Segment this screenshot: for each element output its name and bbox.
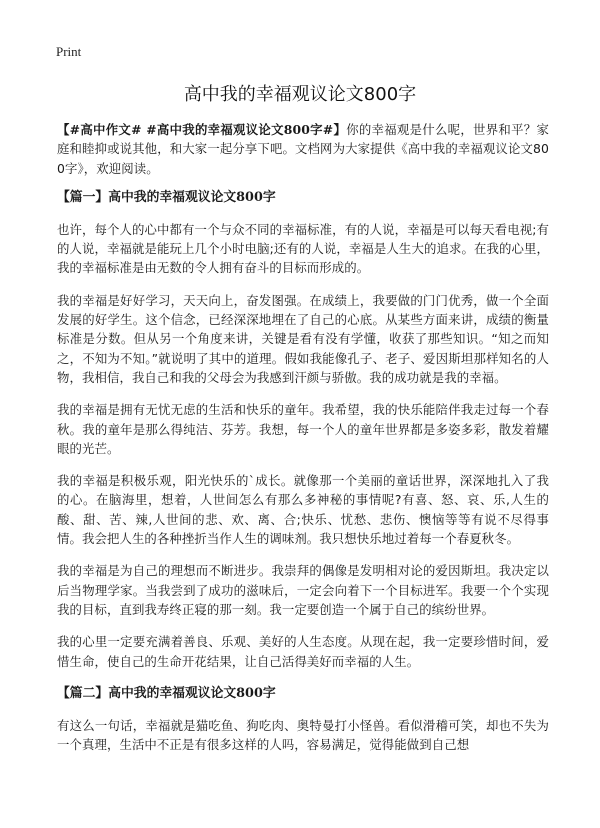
intro-paragraph	[57, 120, 549, 178]
body-paragraph: 我的幸福是拥有无忧无虑的生活和快乐的童年。我希望，我的快乐能陪伴我走过每一个春秋。我的童年是那么得纯洁、芬芳。我想，每一个人的童年世界都是多姿多彩，散发着耀眼的光芒。	[57, 402, 549, 456]
article-title: 高中我的幸福观议论文800字	[183, 84, 417, 105]
intro-tag: 【#高中作文# #高中我的幸福观议论文800字#】	[57, 122, 347, 137]
body-paragraph: 也许，每个人的心中都有一个与众不同的幸福标准，有的人说，幸福是可以每天看电视;有的人说，幸福就是能玩上几个小时电脑;还有的人说，幸福是人生大的追求。在我的心里，我的幸福标准是由无数的令人拥有奋斗的目标而形成的。	[57, 221, 549, 276]
print-link[interactable]: Print	[56, 44, 82, 59]
section-heading-1: 【篇一】高中我的幸福观议论文800字	[57, 189, 276, 205]
section-heading-2: 【篇二】高中我的幸福观议论文800字	[57, 685, 276, 701]
body-paragraph: 我的幸福是积极乐观，阳光快乐的`成长。就像那一个美丽的童话世界，深深地扎入了我的心。在脑海里，想着，人世间怎么有那么多神秘的事情呢?有喜、怒、哀、乐,人生的酸、甜、苦、辣,人世间的悲、欢、离、合;快乐、忧愁、悲伤、懊恼等等有说不尽得事情。我会把人生的各种挫折当作人生的调味剂。我只想快乐地过着每一个春夏秋冬。	[57, 473, 549, 547]
intro-text: 你的幸福观是什么呢，世界和平？家庭和睦抑或说其他，和大家一起分享下吧。文档网为大家提供《高中我的幸福观议论文800字》，欢迎阅读。	[57, 122, 549, 176]
body-paragraph: 我的幸福是为自己的理想而不断进步。我崇拜的偶像是发明相对论的爱因斯坦。我决定以后当物理学家。当我尝到了成功的滋味后，一定会向着下一个目标进军。我要一个个实现我的目标，直到我寿终正寝的那一刻。我一定要创造一个属于自己的缤纷世界。	[57, 563, 549, 617]
body-paragraph: 我的心里一定要充满着善良、乐观、美好的人生态度。从现在起，我一定要珍惜时间，爱惜生命，使自己的生命开花结果，让自己活得美好而幸福的人生。	[57, 634, 549, 669]
body-paragraph: 我的幸福是好好学习，天天向上，奋发图强。在成绩上，我要做的门门优秀，做一个全面发展的好学生。这个信念，已经深深地埋在了自己的心底。从某些方面来讲，成绩的衡量标准是分数。但从另一个角度来讲，关键是看有没有学懂，收获了那些知识。“知之而知之，不知为不知。”就说明了其中的道理。假如我能像孔子、老子、爱因斯坦那样知名的人物，我相信，我自己和我的父母会为我感到汗颜与骄傲。我的成功就是我的幸福。	[57, 292, 549, 385]
article-body	[57, 120, 549, 767]
body-paragraph: 有这么一句话，幸福就是猫吃鱼、狗吃肉、奥特曼打小怪兽。看似滑稽可笑，却也不失为一个真理，生活中不正是有很多这样的人吗，容易满足，觉得能做到自己想	[57, 717, 549, 753]
